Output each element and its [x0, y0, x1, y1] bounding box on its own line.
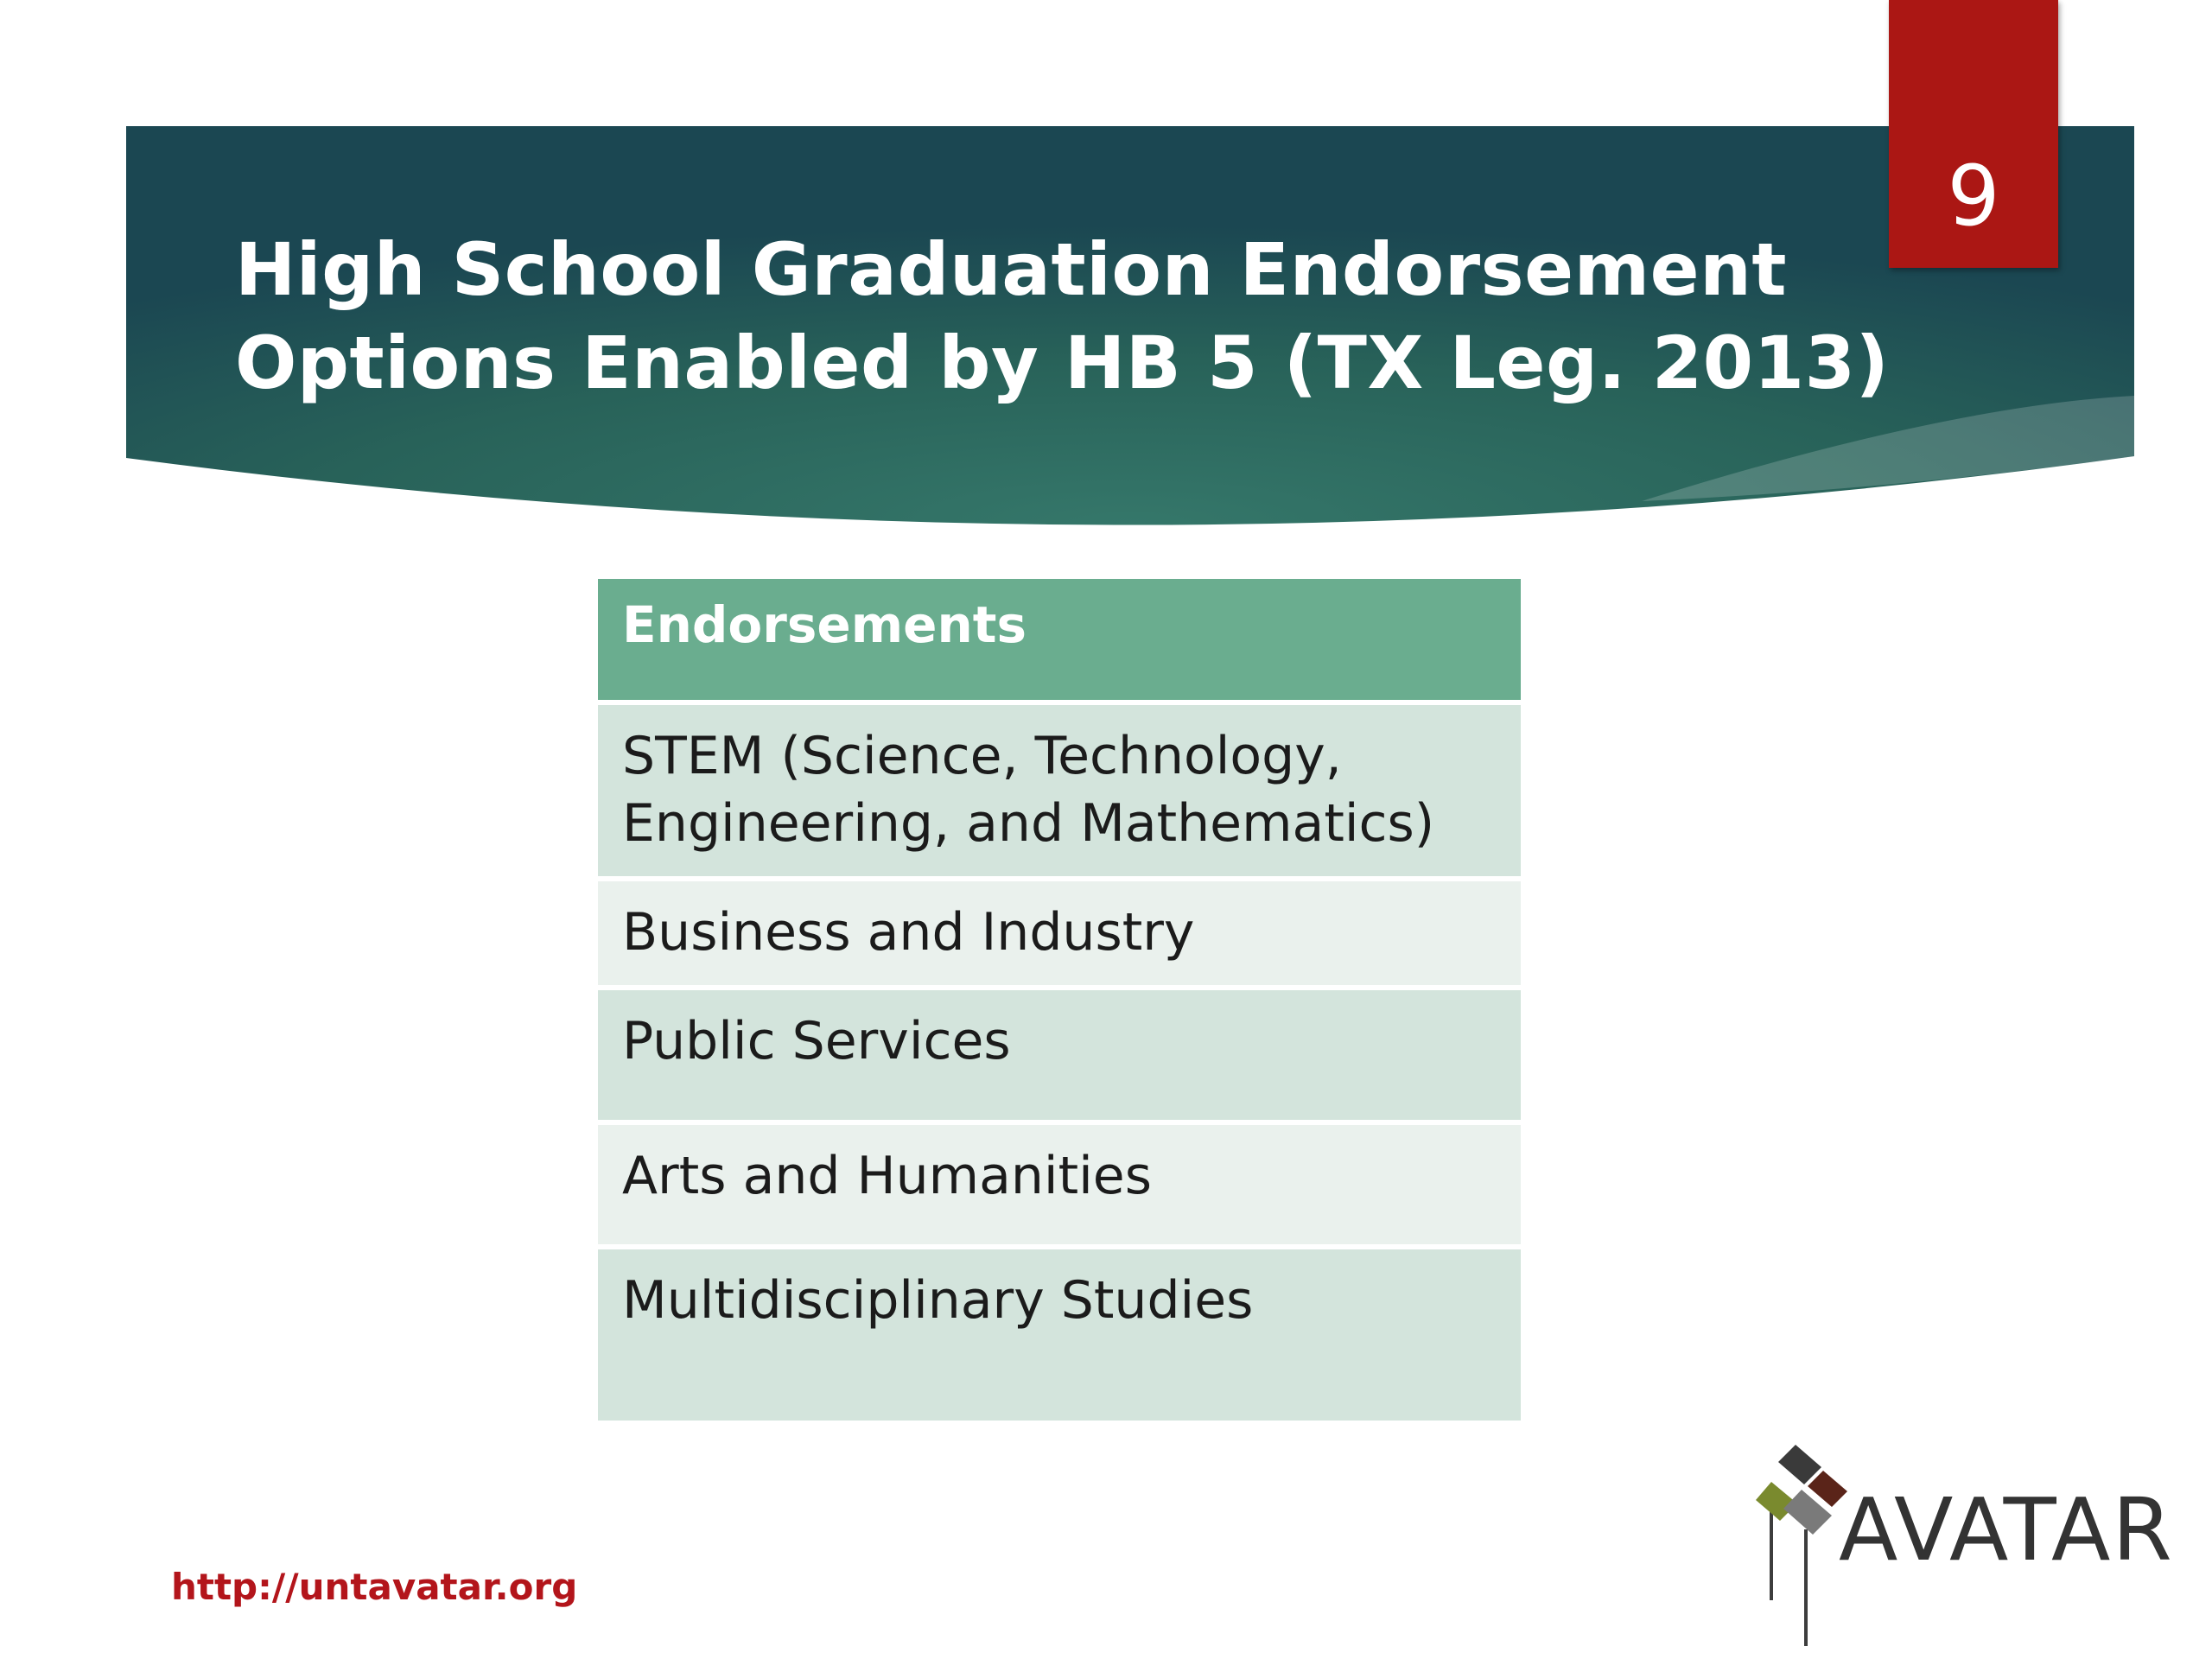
row-multidisciplinary: Multidisciplinary Studies: [622, 1270, 1254, 1331]
title-line-2: Options Enabled by HB 5 (TX Leg. 2013): [235, 321, 1890, 405]
endorsements-table: [598, 579, 1521, 1421]
table-header: [598, 579, 1521, 705]
title-line-1: High School Graduation Endorsement: [235, 227, 1788, 312]
table-row: [598, 990, 1521, 1125]
slide-number: 9: [1947, 148, 2000, 245]
row-arts-humanities: Arts and Humanities: [622, 1146, 1152, 1206]
row-public-services: Public Services: [622, 1011, 1011, 1071]
slide-number-tab: [1889, 0, 2058, 268]
row-stem-line-1: STEM (Science, Technology,: [622, 726, 1342, 786]
table-row: [598, 705, 1521, 881]
row-stem-line-2: Engineering, and Mathematics): [622, 793, 1435, 854]
footer-website-link[interactable]: http://untavatar.org: [171, 1566, 578, 1608]
table-row: [598, 1125, 1521, 1249]
avatar-logo-text: AVATAR: [1839, 1479, 2174, 1580]
table-row: [598, 881, 1521, 990]
table-header-label: Endorsements: [622, 595, 1027, 654]
table-row: [598, 1249, 1521, 1421]
row-business-industry: Business and Industry: [622, 902, 1195, 963]
slide-title: [235, 223, 1890, 410]
